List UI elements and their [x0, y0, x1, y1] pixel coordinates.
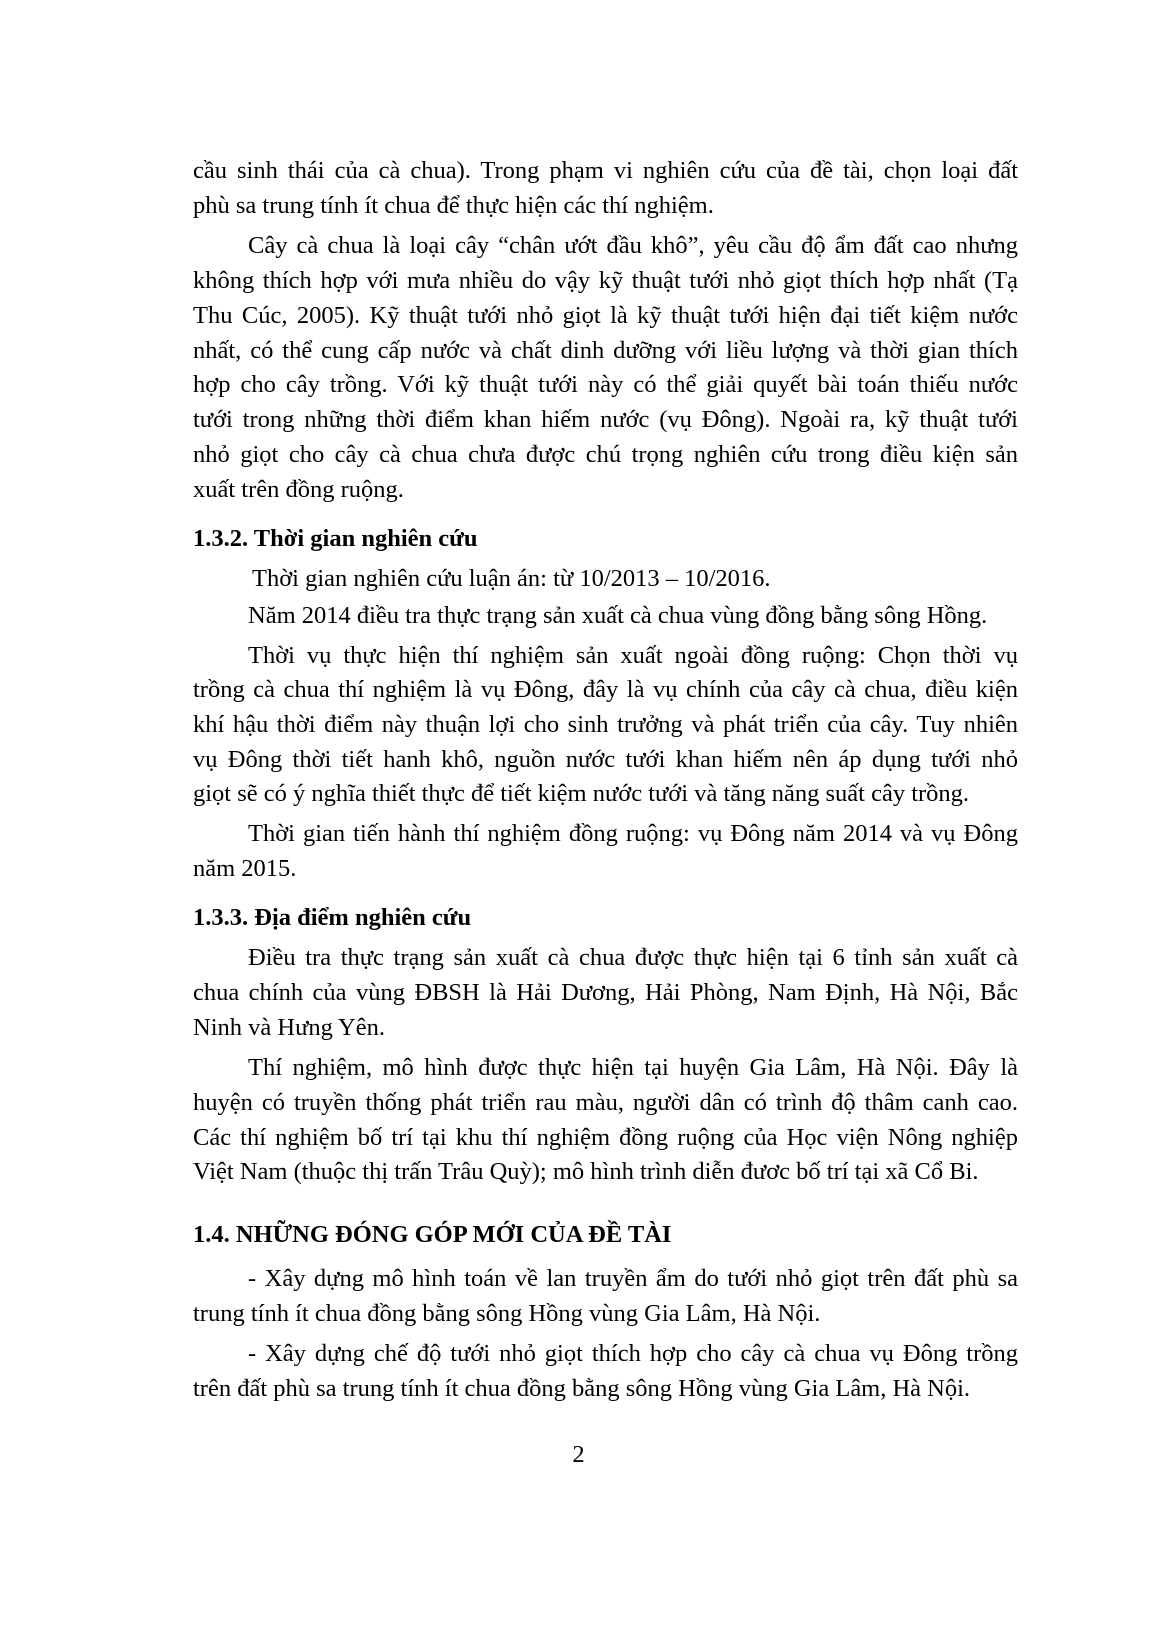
paragraph-line: phù sa trung tính ít chua để thực hiện các thí nghiệm.: [193, 192, 714, 219]
paragraph-line: hợp cho cây trồng. Với kỹ thuật tưới này có thể giải quyết bài toán thiếu nước: [193, 371, 1018, 398]
paragraph-line: không thích hợp với mưa nhiều do vậy kỹ thuật tưới nhỏ giọt thích hợp nhất (Tạ: [193, 267, 1018, 294]
paragraph-line: nhỏ giọt cho cây cà chua chưa được chú trọng nghiên cứu trong điều kiện sản: [193, 441, 1018, 468]
paragraph-line: khí hậu thời điểm này thuận lợi cho sinh trưởng và phát triển của cây. Tuy nhiên: [193, 711, 1018, 738]
paragraph-line: giọt sẽ có ý nghĩa thiết thực để tiết kiệm nước tưới và tăng năng suất cây trồng.: [193, 780, 970, 807]
paragraph-line: Cây cà chua là loại cây “chân ướt đầu khô”, yêu cầu độ ẩm đất cao nhưng: [248, 232, 1018, 259]
paragraph-line: trên đất phù sa trung tính ít chua đồng bằng sông Hồng vùng Gia Lâm, Hà Nội.: [193, 1375, 971, 1402]
paragraph-line: nhất, có thể cung cấp nước và chất dinh dưỡng với liều lượng và thời gian thích: [193, 337, 1018, 364]
paragraph-line: trồng cà chua thí nghiệm là vụ Đông, đây là vụ chính của cây cà chua, điều kiện: [193, 676, 1018, 703]
section-heading-1-4: 1.4. NHỮNG ĐÓNG GÓP MỚI CỦA ĐỀ TÀI: [193, 1221, 672, 1248]
paragraph-line: Thời gian nghiên cứu luận án: từ 10/2013 – 10/2016.: [252, 565, 771, 592]
paragraph-line: xuất trên đồng ruộng.: [193, 476, 404, 503]
paragraph-line: Điều tra thực trạng sản xuất cà chua được thực hiện tại 6 tỉnh sản xuất cà: [248, 944, 1018, 971]
paragraph-line: - Xây dựng mô hình toán về lan truyền ẩm do tưới nhỏ giọt trên đất phù sa: [248, 1265, 1018, 1292]
paragraph-line: cầu sinh thái của cà chua). Trong phạm vi nghiên cứu của đề tài, chọn loại đất: [193, 157, 1018, 184]
section-heading-1-3-3: 1.3.3. Địa điểm nghiên cứu: [193, 904, 472, 931]
paragraph-line: Thời gian tiến hành thí nghiệm đồng ruộng: vụ Đông năm 2014 và vụ Đông: [248, 820, 1018, 847]
paragraph-line: Thời vụ thực hiện thí nghiệm sản xuất ngoài đồng ruộng: Chọn thời vụ: [248, 642, 1018, 669]
paragraph-line: Ninh và Hưng Yên.: [193, 1014, 386, 1041]
paragraph-line: Việt Nam (thuộc thị trấn Trâu Quỳ); mô hình trình diễn đươc bố trí tại xã Cổ Bi.: [193, 1158, 979, 1185]
paragraph-line: tưới trong những thời điểm khan hiếm nước (vụ Đông). Ngoài ra, kỹ thuật tưới: [193, 406, 1018, 433]
paragraph-line: Thu Cúc, 2005). Kỹ thuật tưới nhỏ giọt là kỹ thuật tưới hiện đại tiết kiệm nước: [193, 302, 1018, 329]
paragraph-line: Các thí nghiệm bố trí tại khu thí nghiệm đồng ruộng của Học viện Nông nghiệp: [193, 1124, 1018, 1151]
paragraph-line: - Xây dựng chế độ tưới nhỏ giọt thích hợp cho cây cà chua vụ Đông trồng: [248, 1340, 1018, 1367]
paragraph-line: huyện có truyền thống phát triển rau màu, người dân có trình độ thâm canh cao.: [193, 1089, 1018, 1116]
paragraph-line: vụ Đông thời tiết hanh khô, nguồn nước tưới khan hiếm nên áp dụng tưới nhỏ: [193, 746, 1018, 773]
paragraph-line: Năm 2014 điều tra thực trạng sản xuất cà chua vùng đồng bằng sông Hồng.: [248, 602, 988, 629]
paragraph-line: trung tính ít chua đồng bằng sông Hồng vùng Gia Lâm, Hà Nội.: [193, 1300, 821, 1327]
paragraph-line: năm 2015.: [193, 855, 297, 882]
page-number: 2: [572, 1441, 585, 1468]
section-heading-1-3-2: 1.3.2. Thời gian nghiên cứu: [193, 525, 478, 552]
paragraph-line: chua chính của vùng ĐBSH là Hải Dương, Hải Phòng, Nam Định, Hà Nội, Bắc: [193, 979, 1018, 1006]
paragraph-line: Thí nghiệm, mô hình được thực hiện tại huyện Gia Lâm, Hà Nội. Đây là: [248, 1054, 1018, 1081]
